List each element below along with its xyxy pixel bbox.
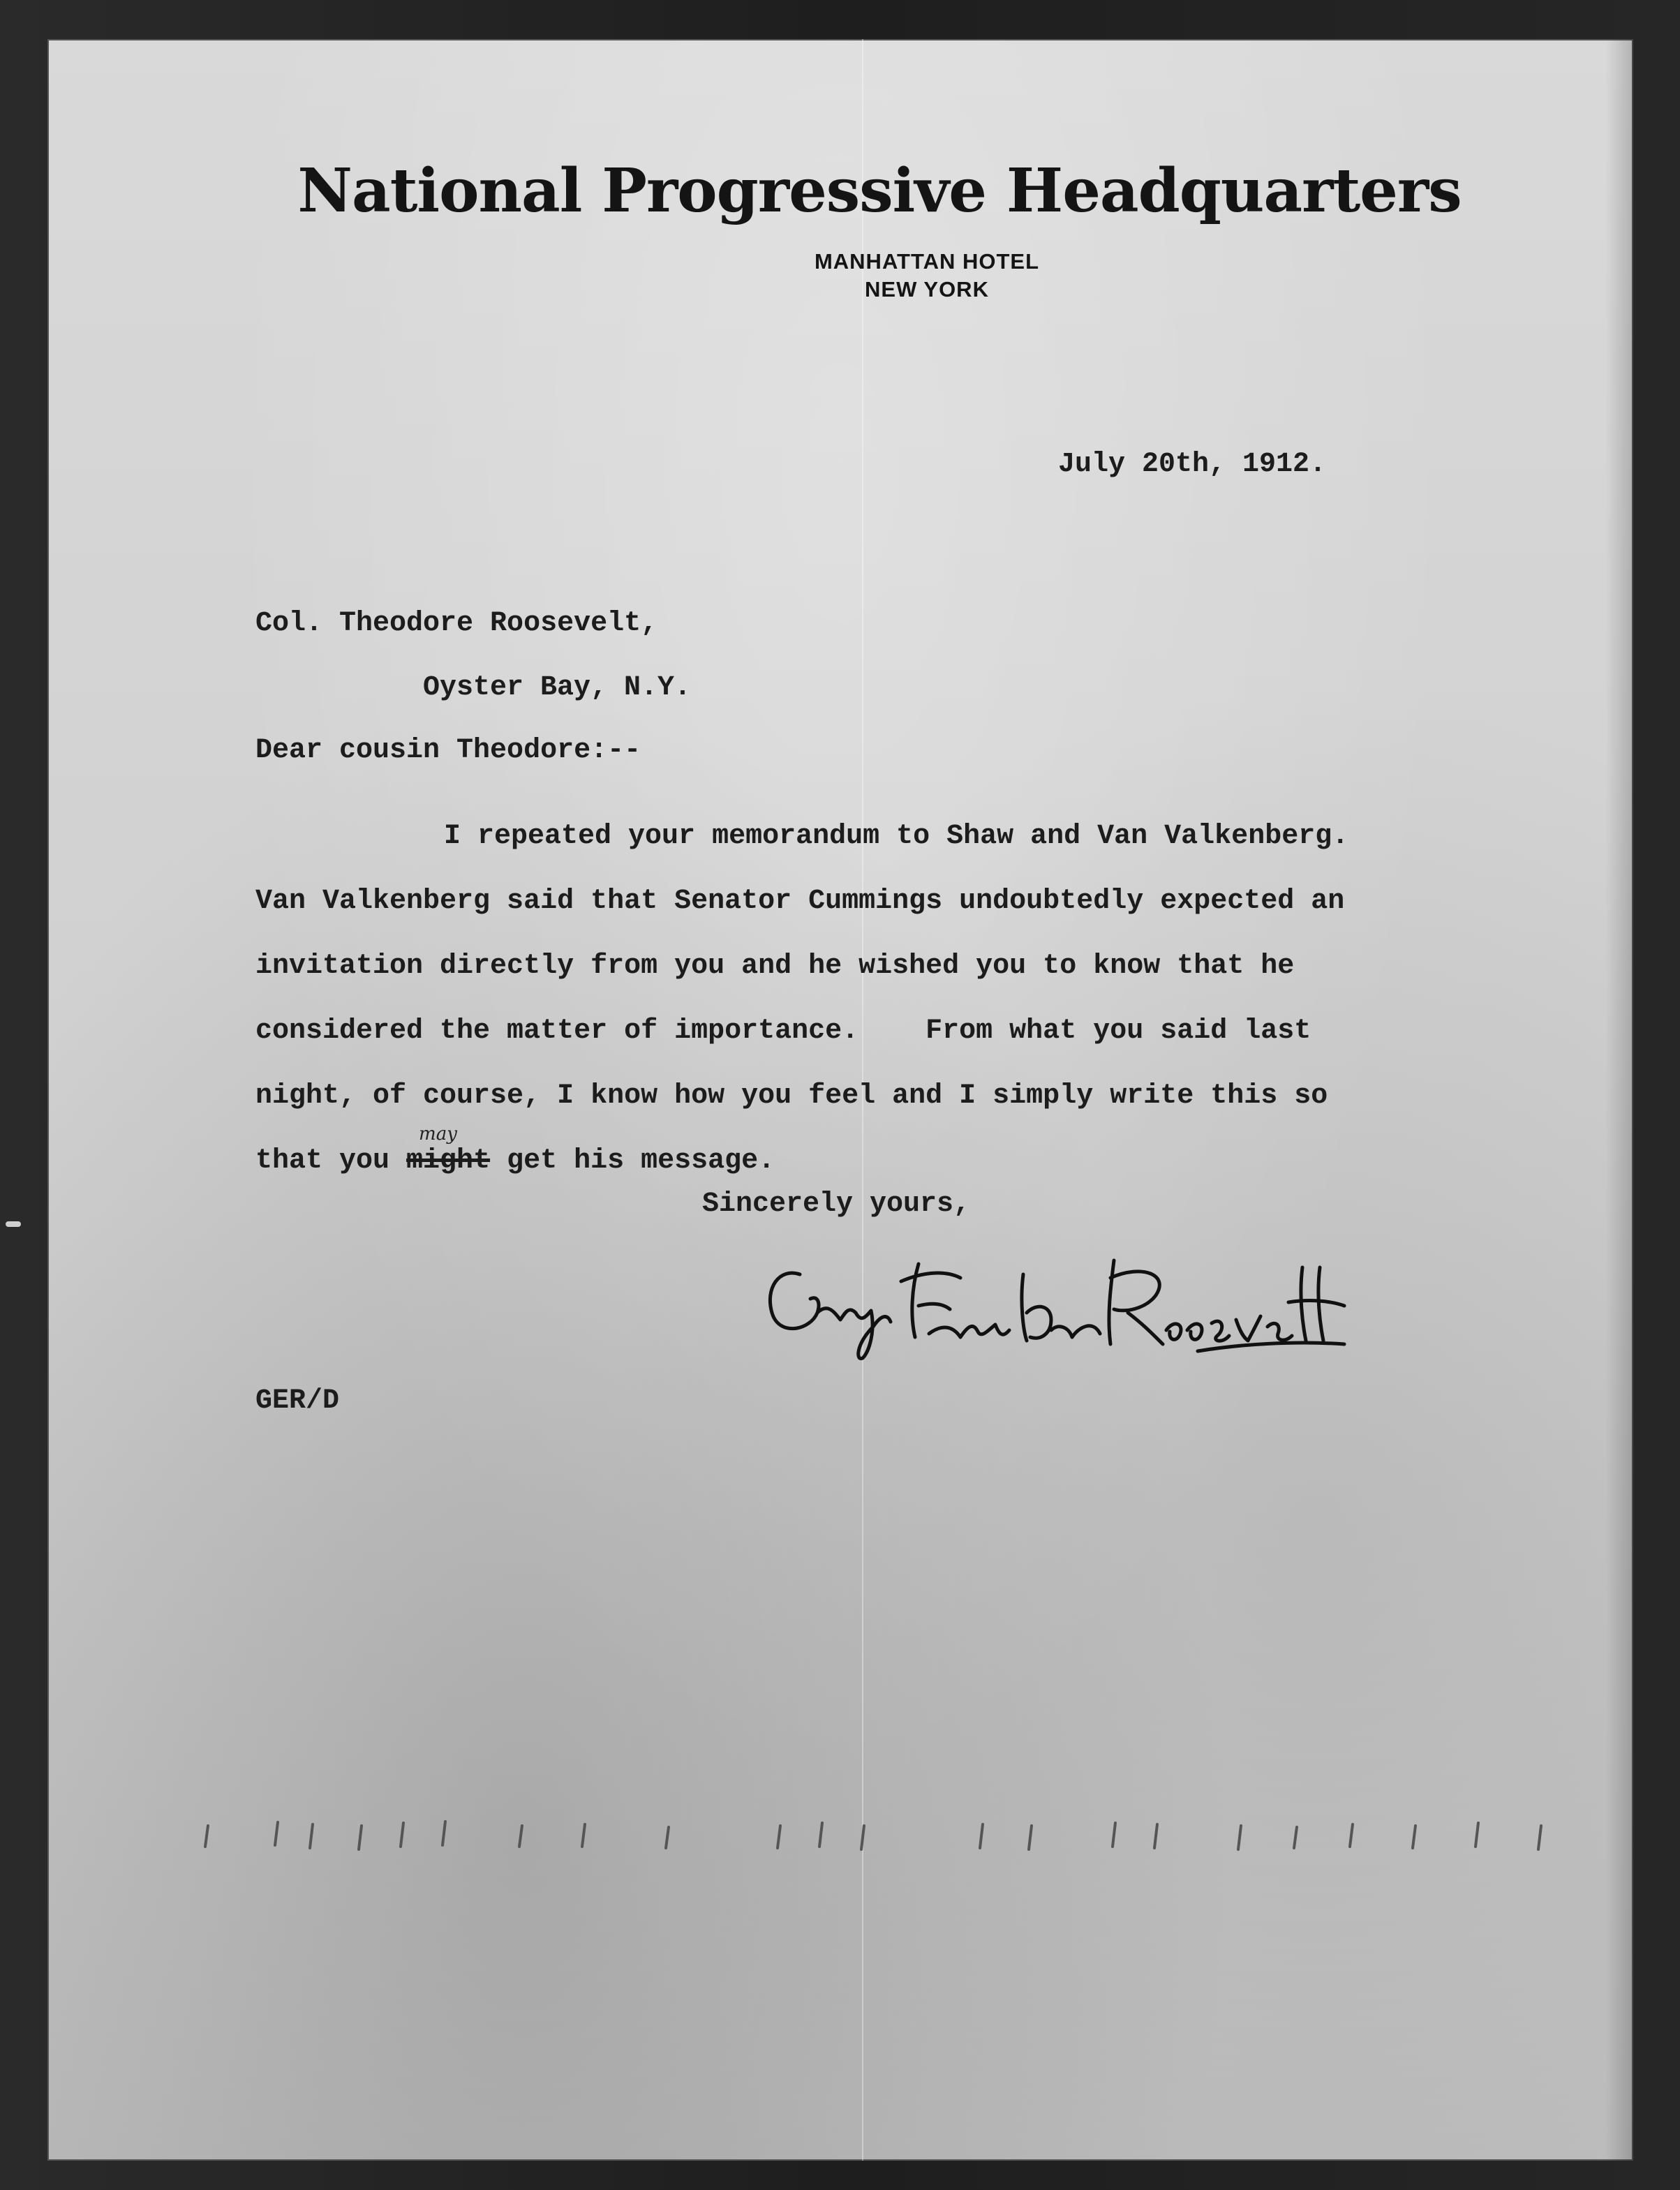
- letter-body: [255, 804, 1554, 1193]
- letterhead-title: National Progressive Headquarters: [297, 156, 1462, 226]
- letterhead-hotel: MANHATTAN HOTEL: [814, 249, 1040, 274]
- body-line-6: [255, 1124, 1554, 1193]
- body-line-5: night, of course, I know how you feel and I simply write this so: [255, 1080, 1328, 1112]
- recipient-place: Oyster Bay, N.Y.: [423, 672, 692, 703]
- paper-specks: [152, 1805, 1618, 1868]
- letterhead-city: NEW YORK: [865, 277, 989, 302]
- handwritten-correction: [406, 1124, 491, 1193]
- struck-word: might: [406, 1145, 491, 1177]
- letterhead: [47, 156, 1633, 304]
- letter-page: [47, 39, 1633, 2161]
- body-line-4: considered the matter of importance. From what you said last: [255, 1015, 1311, 1047]
- body-line-6-start: that you: [255, 1145, 407, 1177]
- letter-date: July 20th, 1912.: [1058, 449, 1327, 480]
- recipient-name: Col. Theodore Roosevelt,: [255, 608, 658, 639]
- handwritten-signature: [751, 1246, 1351, 1372]
- typist-initials: GER/D: [255, 1385, 340, 1417]
- closing: Sincerely yours,: [702, 1189, 971, 1220]
- body-line-1: I repeated your memorandum to Shaw and Van Valkenberg.: [444, 821, 1349, 852]
- body-line-6-end: get his message.: [490, 1145, 775, 1177]
- body-line-2: Van Valkenberg said that Senator Cummings undoubtedly expected an: [255, 886, 1345, 917]
- body-line-3: invitation directly from you and he wished you to know that he: [255, 951, 1295, 982]
- inserted-word: may: [419, 1124, 457, 1145]
- salutation: Dear cousin Theodore:--: [255, 735, 641, 766]
- scan-edge-mark: [6, 1221, 21, 1227]
